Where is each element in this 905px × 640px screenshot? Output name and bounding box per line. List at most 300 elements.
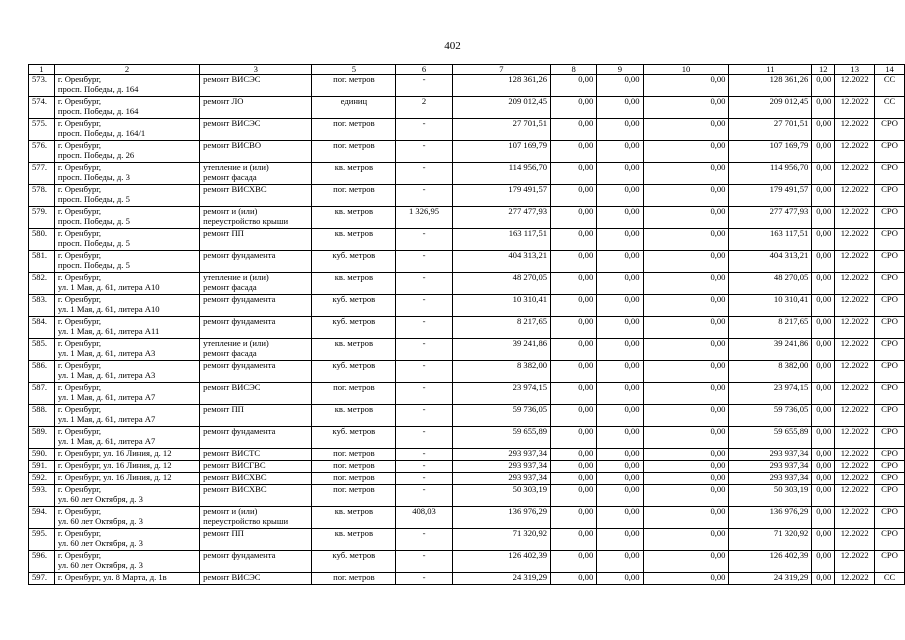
fund-method-cell: СРО [875, 185, 905, 207]
row-number: 581. [29, 251, 55, 273]
address-cell-line: ул. 1 Мая, д. 61, литера А11 [57, 325, 160, 336]
fund-cell: 0,00 [597, 361, 643, 383]
completion-date-cell: 12.2022 [835, 229, 875, 251]
completion-date-cell: 12.2022 [835, 573, 875, 585]
fund-cell: 0,00 [597, 163, 643, 185]
fund-method-cell: СРО [875, 163, 905, 185]
fund-cell: 0,00 [551, 141, 597, 163]
address-cell-line: г. Оренбург, [57, 316, 101, 326]
fund-cell: 0,00 [643, 229, 729, 251]
fund-cell: 0,00 [597, 405, 643, 427]
owners-funds-cell: 293 937,34 [729, 461, 812, 473]
address-cell-line: просп. Победы, д. 164/1 [57, 127, 146, 138]
row-number: 583. [29, 295, 55, 317]
row-number: 582. [29, 273, 55, 295]
fund-cell: 0,00 [643, 427, 729, 449]
fund-cell: 0,00 [597, 141, 643, 163]
fund-cell: 0,00 [597, 97, 643, 119]
table-row [29, 529, 905, 551]
fund-cell: 0,00 [551, 573, 597, 585]
quantity-cell: - [396, 573, 452, 585]
total-cost-cell: 114 956,70 [452, 163, 550, 185]
fund-cell: 0,00 [643, 461, 729, 473]
column-number: 2 [54, 65, 199, 75]
owners-funds-cell: 404 313,21 [729, 251, 812, 273]
row-number: 574. [29, 97, 55, 119]
fund-cell: 0,00 [551, 97, 597, 119]
work-type-cell [200, 427, 312, 449]
work-type-cell-line: утепление и (или) [203, 338, 269, 348]
fund-cell: 0,00 [597, 551, 643, 573]
fund-cell: 0,00 [551, 405, 597, 427]
fund-method-cell: СРО [875, 507, 905, 529]
completion-date-cell: 12.2022 [835, 97, 875, 119]
work-type-cell [200, 75, 312, 97]
fund-cell: 0,00 [643, 119, 729, 141]
owners-funds-cell: 48 270,05 [729, 273, 812, 295]
address-cell-line: ул. 60 лет Октября, д. 3 [57, 493, 143, 504]
total-cost-cell: 293 937,34 [452, 461, 550, 473]
owners-funds-cell: 59 655,89 [729, 427, 812, 449]
work-type-cell-line: утепление и (или) [203, 272, 269, 282]
fund-cell: 0,00 [551, 485, 597, 507]
fund-cell: 0,00 [812, 427, 835, 449]
fund-cell: 0,00 [551, 317, 597, 339]
total-cost-cell: 179 491,57 [452, 185, 550, 207]
column-number: 8 [551, 65, 597, 75]
completion-date-cell: 12.2022 [835, 405, 875, 427]
address-cell-line: ул. 1 Мая, д. 61, литера А7 [57, 413, 156, 424]
quantity-cell: 408,03 [396, 507, 452, 529]
capital-repair-table [28, 64, 905, 585]
fund-cell: 0,00 [643, 485, 729, 507]
fund-method-cell: СРО [875, 229, 905, 251]
quantity-cell: - [396, 251, 452, 273]
table-row [29, 185, 905, 207]
total-cost-cell: 404 313,21 [452, 251, 550, 273]
work-type-cell [200, 317, 312, 339]
fund-cell: 0,00 [812, 295, 835, 317]
fund-cell: 0,00 [597, 119, 643, 141]
address-cell [54, 461, 199, 473]
work-type-cell [200, 185, 312, 207]
fund-cell: 0,00 [551, 507, 597, 529]
completion-date-cell: 12.2022 [835, 295, 875, 317]
fund-cell: 0,00 [643, 473, 729, 485]
fund-cell: 0,00 [812, 405, 835, 427]
total-cost-cell: 24 319,29 [452, 573, 550, 585]
owners-funds-cell: 136 976,29 [729, 507, 812, 529]
fund-method-cell: СРО [875, 473, 905, 485]
work-type-cell [200, 207, 312, 229]
owners-funds-cell: 8 382,00 [729, 361, 812, 383]
column-number: 11 [729, 65, 812, 75]
row-number: 589. [29, 427, 55, 449]
fund-method-cell: СС [875, 75, 905, 97]
address-cell [54, 119, 199, 141]
fund-cell: 0,00 [551, 427, 597, 449]
work-type-cell [200, 573, 312, 585]
table-row [29, 339, 905, 361]
quantity-cell: - [396, 529, 452, 551]
fund-cell: 0,00 [551, 229, 597, 251]
unit-cell: кв. метров [312, 163, 396, 185]
fund-cell: 0,00 [812, 507, 835, 529]
fund-cell: 0,00 [551, 119, 597, 141]
table-row [29, 507, 905, 529]
fund-method-cell: СС [875, 97, 905, 119]
address-cell [54, 229, 199, 251]
owners-funds-cell: 209 012,45 [729, 97, 812, 119]
fund-cell: 0,00 [551, 361, 597, 383]
address-cell-line: ул. 60 лет Октября, д. 3 [57, 537, 143, 548]
fund-cell: 0,00 [812, 449, 835, 461]
work-type-cell [200, 461, 312, 473]
fund-cell: 0,00 [551, 461, 597, 473]
owners-funds-cell: 50 303,19 [729, 485, 812, 507]
owners-funds-cell: 39 241,86 [729, 339, 812, 361]
work-type-cell-line: ремонт и (или) [203, 506, 258, 516]
column-number: 1 [29, 65, 55, 75]
quantity-cell: - [396, 339, 452, 361]
completion-date-cell: 12.2022 [835, 427, 875, 449]
column-number: 12 [812, 65, 835, 75]
column-number: 10 [643, 65, 729, 75]
owners-funds-cell: 59 736,05 [729, 405, 812, 427]
total-cost-cell: 59 655,89 [452, 427, 550, 449]
owners-funds-cell: 23 974,15 [729, 383, 812, 405]
work-type-cell [200, 405, 312, 427]
address-cell-line: г. Оренбург, ул. 16 Линия, д. 12 [57, 460, 172, 470]
owners-funds-cell: 27 701,51 [729, 119, 812, 141]
work-type-cell [200, 529, 312, 551]
fund-cell: 0,00 [551, 75, 597, 97]
address-cell-line: ул. 1 Мая, д. 61, литера А3 [57, 347, 156, 358]
address-cell [54, 529, 199, 551]
fund-cell: 0,00 [812, 473, 835, 485]
unit-cell: куб. метров [312, 251, 396, 273]
fund-cell: 0,00 [597, 207, 643, 229]
unit-cell: куб. метров [312, 361, 396, 383]
fund-cell: 0,00 [551, 251, 597, 273]
address-cell-line: просп. Победы, д. 5 [57, 237, 130, 248]
unit-cell: пог. метров [312, 485, 396, 507]
address-cell-line: просп. Победы, д. 164 [57, 105, 139, 116]
total-cost-cell: 277 477,93 [452, 207, 550, 229]
completion-date-cell: 12.2022 [835, 185, 875, 207]
fund-method-cell: СРО [875, 427, 905, 449]
row-number: 584. [29, 317, 55, 339]
fund-cell: 0,00 [597, 427, 643, 449]
fund-cell: 0,00 [812, 339, 835, 361]
unit-cell: кв. метров [312, 405, 396, 427]
address-cell-line: г. Оренбург, [57, 294, 101, 304]
table-row [29, 295, 905, 317]
address-cell [54, 97, 199, 119]
unit-cell: пог. метров [312, 573, 396, 585]
fund-cell: 0,00 [812, 273, 835, 295]
address-cell-line: г. Оренбург, [57, 272, 101, 282]
fund-cell: 0,00 [643, 317, 729, 339]
total-cost-cell: 8 217,65 [452, 317, 550, 339]
row-number: 580. [29, 229, 55, 251]
fund-cell: 0,00 [597, 449, 643, 461]
total-cost-cell: 293 937,34 [452, 473, 550, 485]
unit-cell: пог. метров [312, 449, 396, 461]
fund-cell: 0,00 [597, 339, 643, 361]
fund-cell: 0,00 [812, 119, 835, 141]
quantity-cell: - [396, 273, 452, 295]
completion-date-cell: 12.2022 [835, 273, 875, 295]
column-number: 14 [875, 65, 905, 75]
fund-cell: 0,00 [551, 207, 597, 229]
fund-method-cell: СРО [875, 461, 905, 473]
row-number: 587. [29, 383, 55, 405]
fund-cell: 0,00 [812, 207, 835, 229]
address-cell [54, 427, 199, 449]
address-cell [54, 551, 199, 573]
address-cell [54, 485, 199, 507]
fund-method-cell: СРО [875, 317, 905, 339]
fund-cell: 0,00 [812, 75, 835, 97]
fund-cell: 0,00 [643, 449, 729, 461]
quantity-cell: - [396, 229, 452, 251]
address-cell [54, 473, 199, 485]
quantity-cell: - [396, 473, 452, 485]
column-number-row [29, 65, 905, 75]
fund-cell: 0,00 [643, 97, 729, 119]
fund-method-cell: СРО [875, 383, 905, 405]
table-row [29, 551, 905, 573]
fund-method-cell: СРО [875, 551, 905, 573]
completion-date-cell: 12.2022 [835, 251, 875, 273]
address-cell-line: г. Оренбург, ул. 16 Линия, д. 12 [57, 472, 172, 482]
fund-method-cell: СС [875, 573, 905, 585]
row-number: 596. [29, 551, 55, 573]
fund-cell: 0,00 [597, 485, 643, 507]
work-type-cell-line: ремонт ПП [203, 228, 244, 238]
table-row [29, 141, 905, 163]
completion-date-cell: 12.2022 [835, 141, 875, 163]
address-cell-line: ул. 1 Мая, д. 61, литера А7 [57, 391, 156, 402]
fund-method-cell: СРО [875, 295, 905, 317]
address-cell-line: просп. Победы, д. 3 [57, 171, 130, 182]
address-cell-line: просп. Победы, д. 164 [57, 83, 139, 94]
table-row [29, 405, 905, 427]
table-row [29, 485, 905, 507]
work-type-cell-line: переустройство крыши [203, 515, 289, 526]
fund-method-cell: СРО [875, 405, 905, 427]
quantity-cell: - [396, 185, 452, 207]
fund-cell: 0,00 [551, 529, 597, 551]
completion-date-cell: 12.2022 [835, 163, 875, 185]
fund-cell: 0,00 [812, 141, 835, 163]
address-cell-line: г. Оренбург, [57, 506, 101, 516]
work-type-cell-line: ремонт ВИСХВС [203, 184, 267, 194]
unit-cell: пог. метров [312, 461, 396, 473]
fund-cell: 0,00 [812, 551, 835, 573]
fund-cell: 0,00 [643, 383, 729, 405]
work-type-cell-line: ремонт ВИСХВС [203, 484, 267, 494]
address-cell-line: г. Оренбург, [57, 96, 101, 106]
owners-funds-cell: 128 361,26 [729, 75, 812, 97]
completion-date-cell: 12.2022 [835, 529, 875, 551]
fund-cell: 0,00 [551, 449, 597, 461]
unit-cell: пог. метров [312, 185, 396, 207]
quantity-cell: - [396, 361, 452, 383]
total-cost-cell: 71 320,92 [452, 529, 550, 551]
work-type-cell-line: ремонт ВИСЭС [203, 382, 261, 392]
total-cost-cell: 8 382,00 [452, 361, 550, 383]
work-type-cell-line: ремонт фундамента [203, 360, 276, 370]
completion-date-cell: 12.2022 [835, 75, 875, 97]
quantity-cell: - [396, 405, 452, 427]
fund-method-cell: СРО [875, 361, 905, 383]
total-cost-cell: 163 117,51 [452, 229, 550, 251]
unit-cell: кв. метров [312, 339, 396, 361]
address-cell [54, 163, 199, 185]
unit-cell: пог. метров [312, 119, 396, 141]
address-cell [54, 449, 199, 461]
fund-method-cell: СРО [875, 273, 905, 295]
row-number: 591. [29, 461, 55, 473]
work-type-cell-line: ремонт ЛО [203, 96, 244, 106]
work-type-cell-line: переустройство крыши [203, 215, 289, 226]
fund-cell: 0,00 [812, 361, 835, 383]
work-type-cell-line: ремонт ВИСГВС [203, 460, 266, 470]
table-row [29, 361, 905, 383]
work-type-cell-line: ремонт фасада [203, 281, 257, 292]
row-number: 597. [29, 573, 55, 585]
fund-cell: 0,00 [597, 573, 643, 585]
work-type-cell [200, 551, 312, 573]
total-cost-cell: 50 303,19 [452, 485, 550, 507]
fund-cell: 0,00 [812, 529, 835, 551]
row-number: 590. [29, 449, 55, 461]
fund-method-cell: СРО [875, 251, 905, 273]
address-cell-line: г. Оренбург, [57, 338, 101, 348]
fund-cell: 0,00 [643, 529, 729, 551]
owners-funds-cell: 277 477,93 [729, 207, 812, 229]
owners-funds-cell: 293 937,34 [729, 449, 812, 461]
work-type-cell-line: ремонт ПП [203, 528, 244, 538]
total-cost-cell: 48 270,05 [452, 273, 550, 295]
row-number: 588. [29, 405, 55, 427]
address-cell-line: г. Оренбург, ул. 8 Марта, д. 1в [57, 572, 167, 582]
address-cell-line: г. Оренбург, [57, 382, 101, 392]
row-number: 592. [29, 473, 55, 485]
page-number: 402 [444, 40, 461, 52]
owners-funds-cell: 107 169,79 [729, 141, 812, 163]
address-cell-line: ул. 60 лет Октября, д. 3 [57, 559, 143, 570]
fund-cell: 0,00 [597, 383, 643, 405]
fund-cell: 0,00 [812, 317, 835, 339]
owners-funds-cell: 126 402,39 [729, 551, 812, 573]
table-row [29, 427, 905, 449]
work-type-cell [200, 339, 312, 361]
column-number: 7 [452, 65, 550, 75]
fund-cell: 0,00 [597, 75, 643, 97]
work-type-cell-line: ремонт фундамента [203, 316, 276, 326]
quantity-cell: - [396, 163, 452, 185]
unit-cell: куб. метров [312, 551, 396, 573]
owners-funds-cell: 293 937,34 [729, 473, 812, 485]
fund-cell: 0,00 [812, 485, 835, 507]
address-cell-line: просп. Победы, д. 5 [57, 193, 130, 204]
unit-cell: куб. метров [312, 317, 396, 339]
fund-cell: 0,00 [643, 207, 729, 229]
address-cell-line: ул. 1 Мая, д. 61, литера А3 [57, 369, 156, 380]
quantity-cell: - [396, 119, 452, 141]
quantity-cell: - [396, 461, 452, 473]
completion-date-cell: 12.2022 [835, 119, 875, 141]
address-cell-line: г. Оренбург, ул. 16 Линия, д. 12 [57, 448, 172, 458]
total-cost-cell: 23 974,15 [452, 383, 550, 405]
work-type-cell [200, 449, 312, 461]
unit-cell: кв. метров [312, 529, 396, 551]
work-type-cell [200, 361, 312, 383]
column-number: 13 [835, 65, 875, 75]
owners-funds-cell: 114 956,70 [729, 163, 812, 185]
row-number: 575. [29, 119, 55, 141]
row-number: 595. [29, 529, 55, 551]
address-cell [54, 295, 199, 317]
table-row [29, 473, 905, 485]
fund-cell: 0,00 [597, 317, 643, 339]
total-cost-cell: 10 310,41 [452, 295, 550, 317]
table-row [29, 119, 905, 141]
work-type-cell-line: ремонт фундамента [203, 294, 276, 304]
address-cell [54, 507, 199, 529]
work-type-cell [200, 485, 312, 507]
unit-cell: кв. метров [312, 207, 396, 229]
total-cost-cell: 27 701,51 [452, 119, 550, 141]
work-type-cell-line: ремонт фасада [203, 171, 257, 182]
completion-date-cell: 12.2022 [835, 507, 875, 529]
table-row [29, 207, 905, 229]
address-cell-line: г. Оренбург, [57, 550, 101, 560]
address-cell [54, 207, 199, 229]
total-cost-cell: 126 402,39 [452, 551, 550, 573]
address-cell-line: г. Оренбург, [57, 484, 101, 494]
address-cell-line: просп. Победы, д. 5 [57, 215, 130, 226]
work-type-cell-line: ремонт ПП [203, 404, 244, 414]
work-type-cell-line: ремонт ВИСЭС [203, 118, 261, 128]
table-row [29, 273, 905, 295]
completion-date-cell: 12.2022 [835, 339, 875, 361]
quantity-cell: - [396, 75, 452, 97]
fund-cell: 0,00 [597, 273, 643, 295]
row-number: 586. [29, 361, 55, 383]
row-number: 579. [29, 207, 55, 229]
owners-funds-cell: 10 310,41 [729, 295, 812, 317]
column-number: 6 [396, 65, 452, 75]
owners-funds-cell: 24 319,29 [729, 573, 812, 585]
address-cell [54, 361, 199, 383]
work-type-cell-line: ремонт ВИСЭС [203, 74, 261, 84]
fund-cell: 0,00 [643, 141, 729, 163]
work-type-cell-line: ремонт фасада [203, 347, 257, 358]
work-type-cell [200, 383, 312, 405]
fund-method-cell: СРО [875, 449, 905, 461]
work-type-cell-line: ремонт фундамента [203, 550, 276, 560]
fund-cell: 0,00 [643, 251, 729, 273]
fund-cell: 0,00 [597, 473, 643, 485]
fund-cell: 0,00 [551, 273, 597, 295]
completion-date-cell: 12.2022 [835, 317, 875, 339]
fund-cell: 0,00 [643, 361, 729, 383]
work-type-cell [200, 229, 312, 251]
